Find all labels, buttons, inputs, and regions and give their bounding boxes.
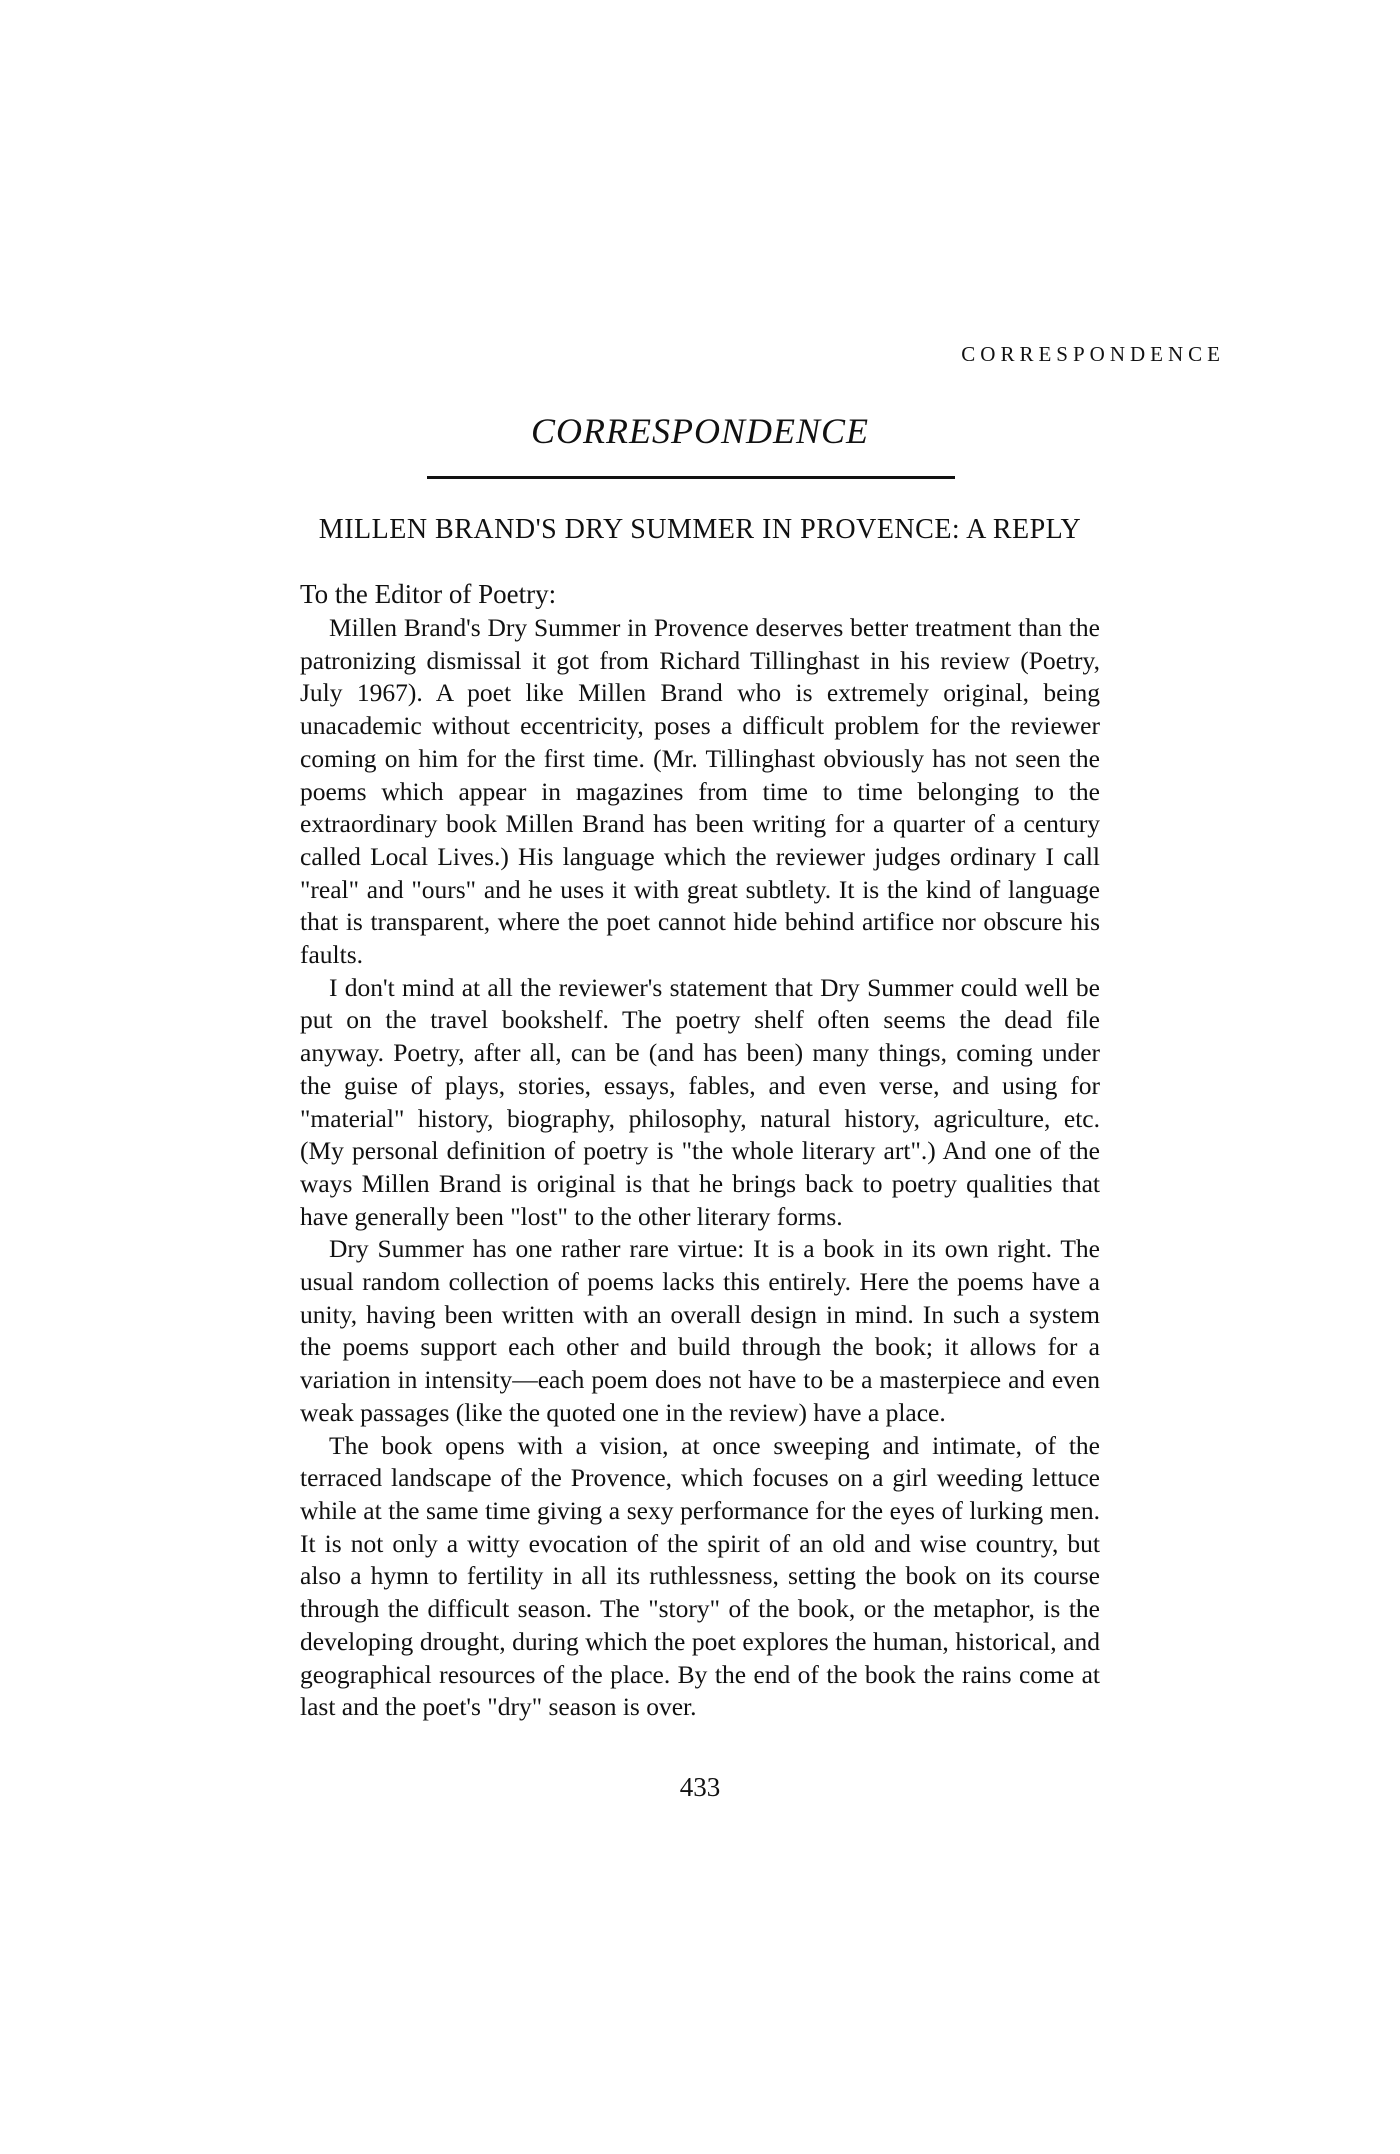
section-title: CORRESPONDENCE	[531, 411, 869, 451]
paragraph-1: Millen Brand's Dry Summer in Provence deserves better treatment than the patronizing dismissal it got from Richard Tillinghast in his review (Poetry, July 1967). A poet like Millen Brand who is extremely original, being unacademic without eccentricity, poses a difficult problem for the reviewer coming on him for the first time. (Mr. Tillinghast obviously has not seen the poems which appear in magazines from time to time belonging to the extraordinary book Millen Brand has been writing for a quarter of a century called Local Lives.) His language which the reviewer judges ordinary I call "real" and "ours" and he uses it with great subtlety. It is the kind of language that is transparent, where the poet cannot hide behind artifice nor obscure his faults.	[300, 613, 1100, 970]
title-rule	[427, 476, 955, 479]
paragraph-3: Dry Summer has one rather rare virtue: It is a book in its own right. The usual random collection of poems lacks this entirely. Here the poems have a unity, having been written with an overall design in mind. In such a system the poems support each other and build through the book; it allows for a variation in intensity—each poem does not have to be a masterpiece and even weak passages (like the quoted one in the review) have a place.	[300, 1234, 1100, 1427]
paragraph-4: The book opens with a vision, at once sweeping and intimate, of the terraced landscape of the Provence, which focuses on a girl weeding lettuce while at the same time giving a sexy performance for the eyes of lurking men. It is not only a witty evocation of the spirit of an old and wise country, but also a hymn to fertility in all its ruthlessness, setting the book on its course through the difficult season. The "story" of the book, or the metaphor, is the developing drought, during which the poet explores the human, historical, and geographical resources of the place. By the end of the book the rains come at last and the poet's "dry" season is over.	[300, 1430, 1100, 1722]
article-title: MILLEN BRAND'S DRY SUMMER IN PROVENCE: A REPLY	[318, 514, 1082, 545]
page-number: 433	[679, 1772, 721, 1802]
letter-body	[300, 612, 1100, 1724]
running-head: CORRESPONDENCE	[961, 342, 1225, 366]
salutation: To the Editor of Poetry:	[300, 579, 557, 609]
paragraph-2: I don't mind at all the reviewer's statement that Dry Summer could well be put on the travel bookshelf. The poetry shelf often seems the dead file anyway. Poetry, after all, can be (and has been) many things, coming under the guise of plays, stories, essays, fables, and even verse, and using for "material" history, biography, philosophy, natural history, agriculture, etc. (My personal definition of poetry is "the whole literary art".) And one of the ways Millen Brand is original is that he brings back to poetry qualities that have generally been "lost" to the other literary forms.	[300, 972, 1100, 1231]
